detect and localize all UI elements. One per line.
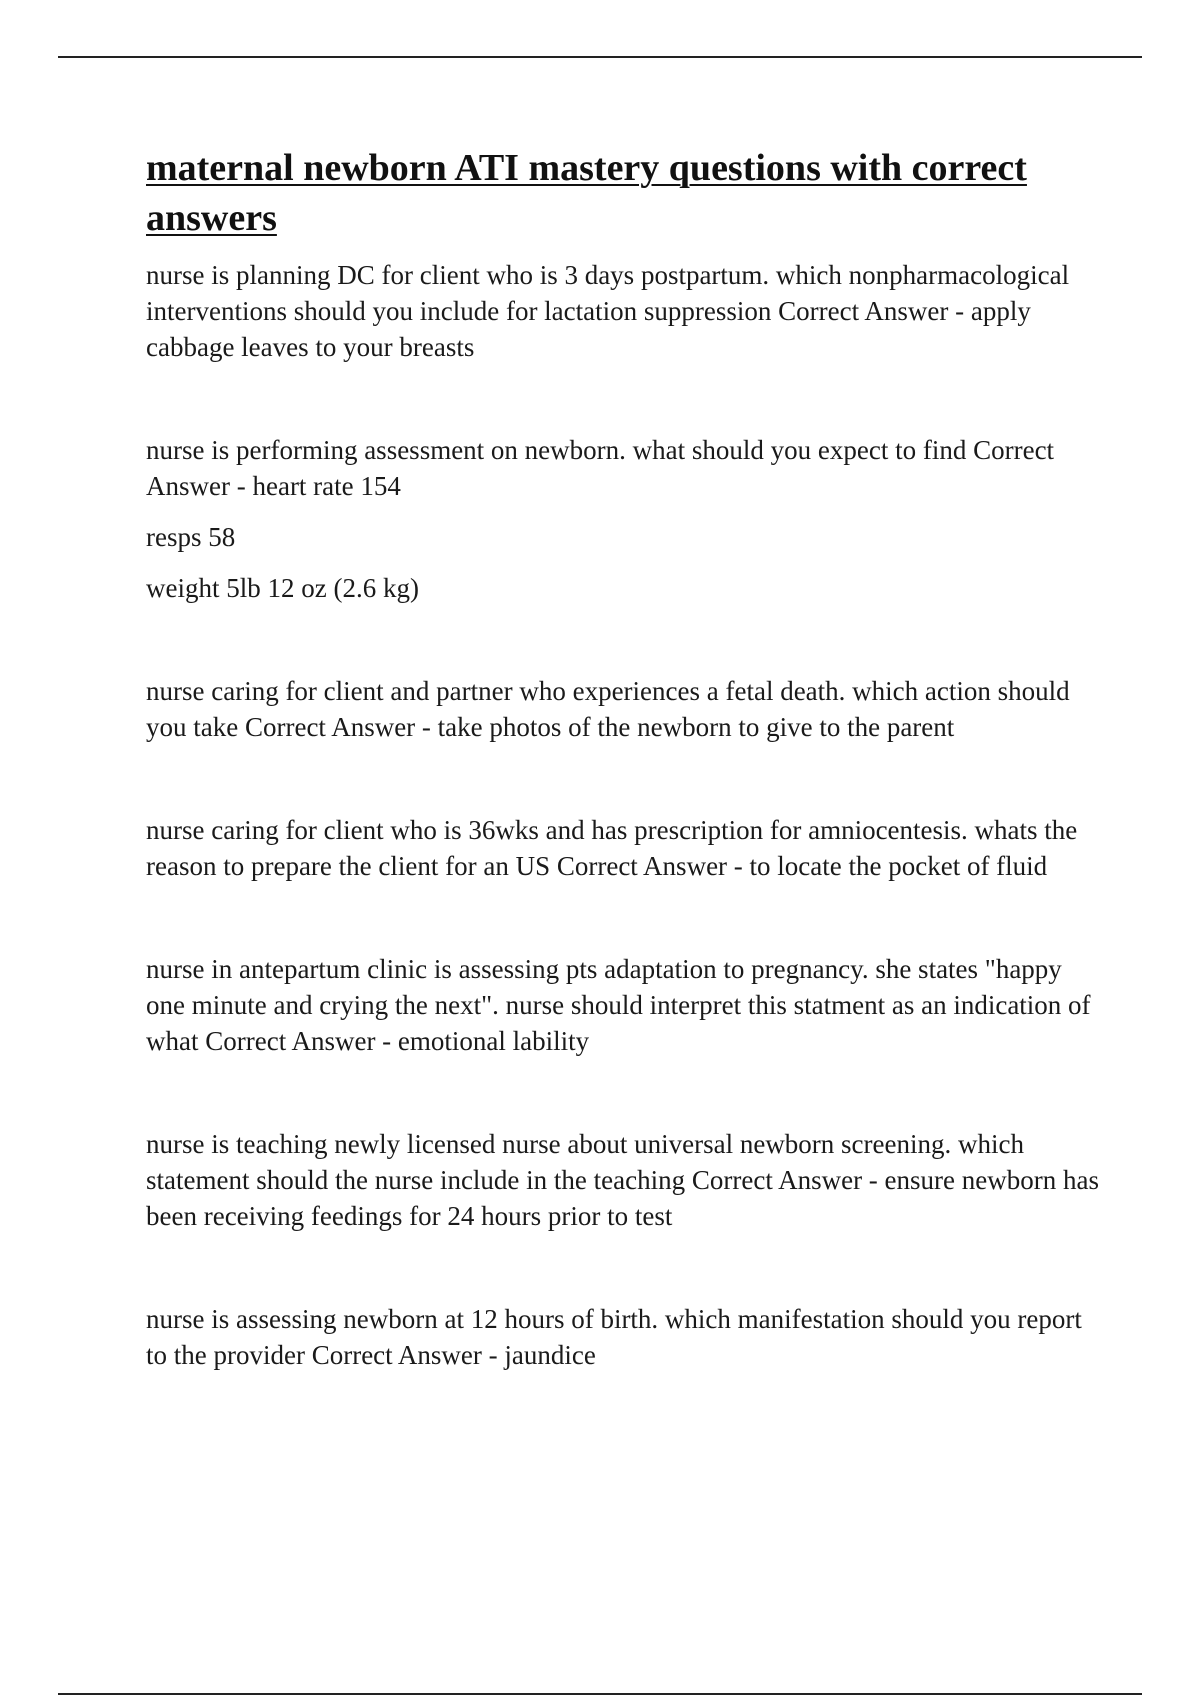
document-body [146, 143, 1106, 1373]
qa-text: nurse is planning DC for client who is 3 days postpartum. which nonpharmacological interventions should you include for lactation suppression Correct Answer - apply cabbage leaves to your breasts [146, 260, 1070, 362]
qa-text: nurse caring for client who is 36wks and has prescription for amniocentesis. whats the reason to prepare the client for an US Correct Answer - to locate the pocket of fluid [146, 815, 1078, 881]
document-title: maternal newborn ATI mastery questions with correct answers [146, 147, 1027, 239]
qa-item-7 [146, 1301, 1106, 1373]
qa-item-6 [146, 1126, 1106, 1234]
qa-item-2 [146, 432, 1106, 606]
qa-extra-line: weight 5lb 12 oz (2.6 kg) [146, 573, 419, 603]
qa-item-1 [146, 257, 1106, 365]
qa-item-5 [146, 951, 1106, 1059]
qa-item-4 [146, 812, 1106, 884]
bottom-rule [58, 1693, 1142, 1695]
qa-extra-line: resps 58 [146, 522, 236, 552]
qa-text: nurse is teaching newly licensed nurse about universal newborn screening. which statement should the nurse include in the teaching Correct Answer - ensure newborn has been receiving feedings for 24 hours prior to test [146, 1129, 1099, 1231]
qa-item-3 [146, 673, 1106, 745]
qa-text: nurse in antepartum clinic is assessing pts adaptation to pregnancy. she states "happy one minute and crying the next". nurse should interpret this statment as an indication of what Correct Answer - emotional lability [146, 954, 1091, 1056]
qa-text: nurse is assessing newborn at 12 hours of birth. which manifestation should you report to the provider Correct Answer - jaundice [146, 1304, 1082, 1370]
top-rule [58, 56, 1142, 58]
qa-text: nurse caring for client and partner who experiences a fetal death. which action should you take Correct Answer - take photos of the newborn to give to the parent [146, 676, 1070, 742]
qa-text: nurse is performing assessment on newborn. what should you expect to find Correct Answer - heart rate 154 [146, 435, 1055, 501]
